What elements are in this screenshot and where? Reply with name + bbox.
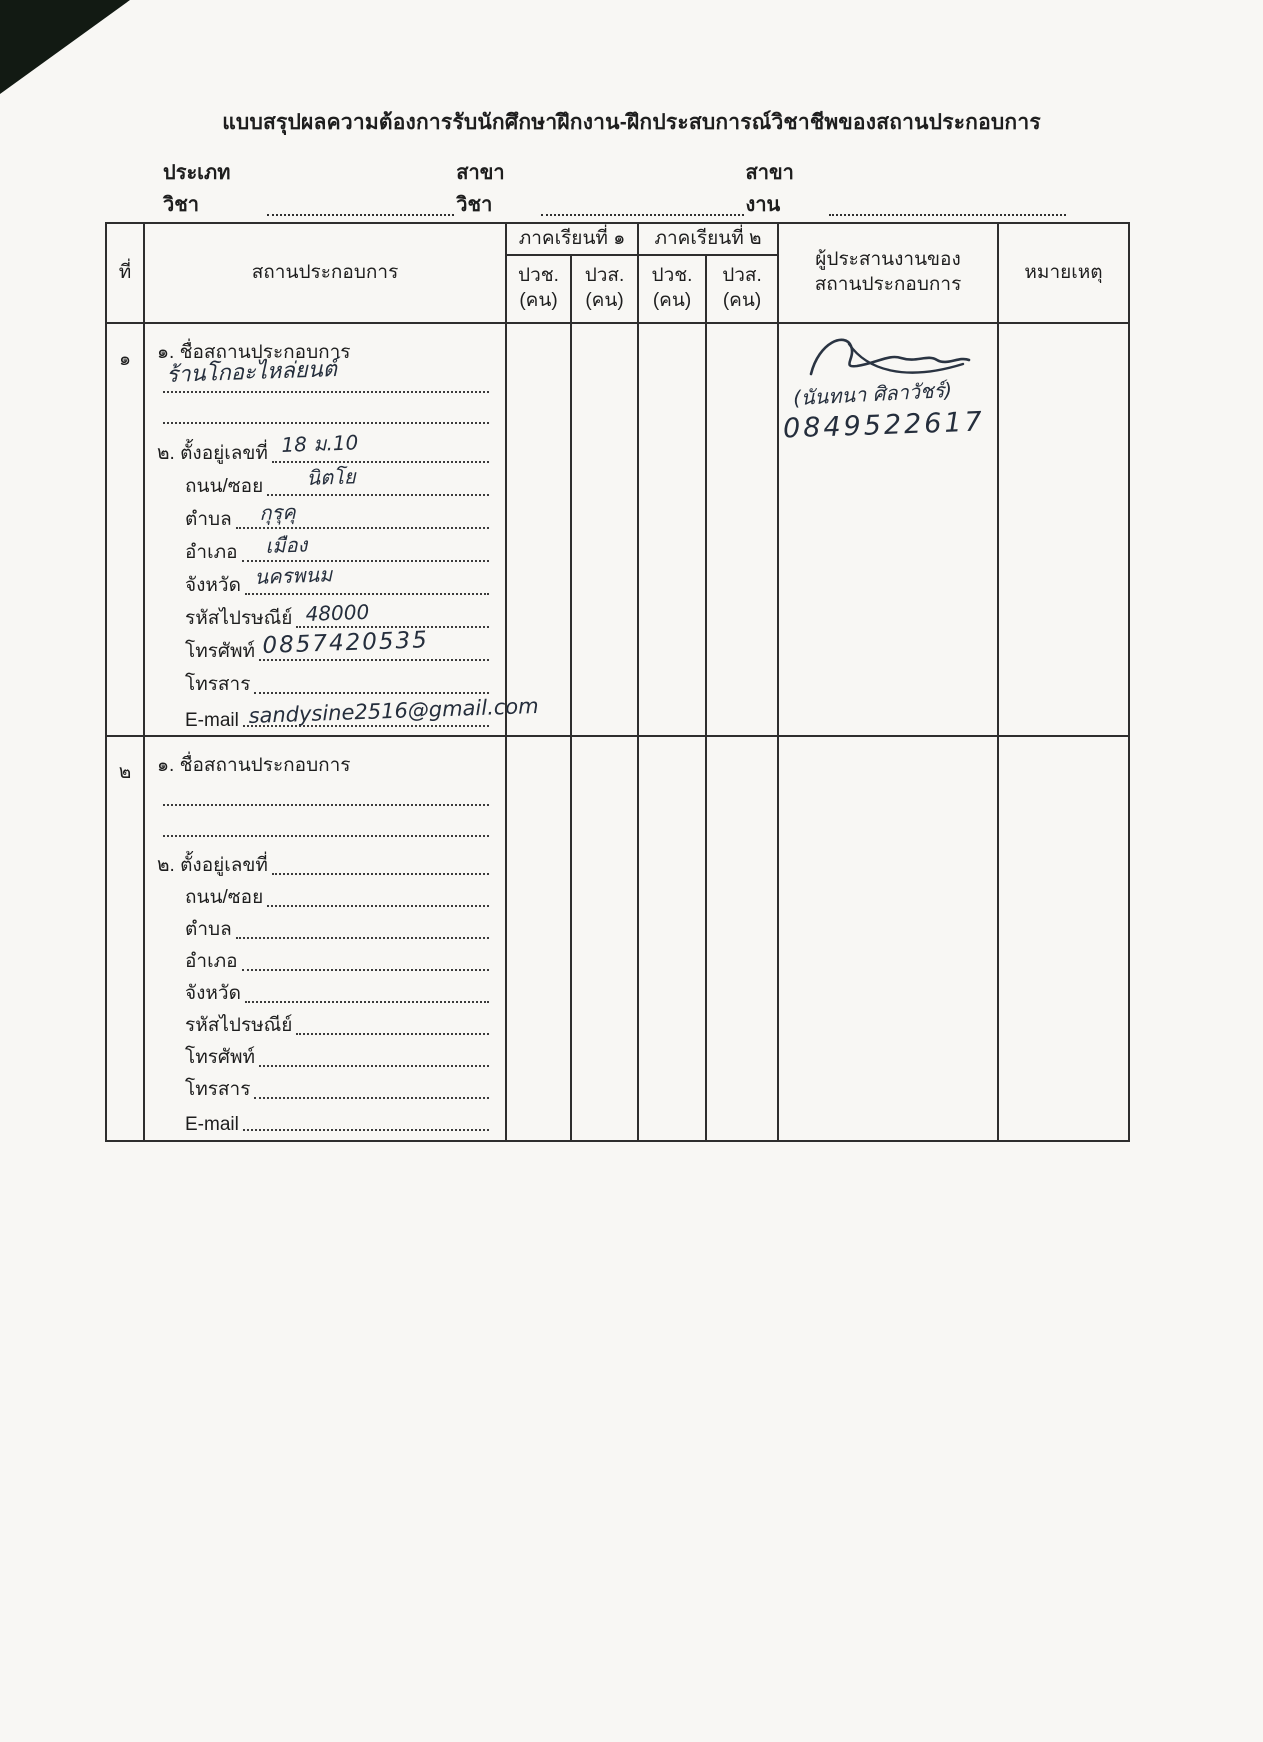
col-header-remarks: หมายเหตุ (998, 223, 1129, 323)
handwritten-district: เมือง (264, 532, 308, 559)
handwritten-road: นิตโย (306, 464, 357, 491)
level-label: ปวส. (584, 265, 625, 287)
unit-label: (คน) (652, 290, 692, 311)
internship-demand-table (105, 222, 1130, 1142)
handwritten-subdistrict: กุรุคุ (258, 499, 296, 526)
remarks-cell (998, 736, 1129, 1141)
handwritten-email: sandysine2516@gmail.com (248, 693, 539, 728)
field-province (157, 562, 491, 602)
establishment-name-blank-line (157, 357, 491, 400)
field-address-number (157, 850, 491, 882)
handwritten-address-number: 18 ม.10 (280, 430, 359, 458)
dotted-line (267, 464, 489, 496)
dotted-line (236, 937, 489, 939)
establishment-name-label: ๑. ชื่อสถานประกอบการ (157, 755, 351, 776)
field-fax (157, 1074, 491, 1106)
dotted-line (163, 422, 489, 424)
establishment-name-blank-line (157, 782, 491, 813)
province-label: จังหวัด (185, 575, 241, 596)
field-email (157, 693, 539, 734)
handwritten-establishment-name: ร้านโกอะไหล่ยนต์ (165, 357, 338, 389)
type-of-subject-blank (267, 214, 454, 216)
dotted-line (259, 627, 489, 661)
row-number: ๒ (106, 736, 144, 1141)
col-header-coordinator (778, 223, 998, 323)
row-number: ๑ (106, 323, 144, 736)
field-subdistrict (157, 914, 491, 946)
coordinator-header-line1: ผู้ประสานงานของ (815, 249, 961, 271)
col-header-semester-1: ภาคเรียนที่ ๑ (506, 223, 638, 255)
field-province (157, 978, 491, 1010)
handwritten-telephone: 0857420535 (262, 627, 430, 659)
field-postcode (157, 1010, 491, 1042)
handwritten-postcode: 48000 (305, 599, 371, 626)
table-row-2 (106, 736, 1129, 1141)
field-road-soi (157, 464, 491, 503)
dotted-line (243, 693, 539, 728)
dotted-line (243, 1129, 489, 1131)
dotted-line (267, 905, 489, 907)
district-label: อำเภอ (185, 542, 238, 563)
dotted-line (259, 1065, 489, 1067)
form-subject-line (163, 156, 1068, 220)
cell-sem2-pvch-count (638, 323, 706, 736)
col-header-semester-2: ภาคเรียนที่ ๒ (638, 223, 778, 255)
postcode-label: รหัสไปรษณีย์ (185, 1015, 293, 1036)
establishment-name-blank-line (157, 813, 491, 844)
email-label: E-mail (185, 710, 239, 731)
dotted-line (163, 357, 489, 393)
establishment-cell (144, 323, 539, 736)
dotted-line (272, 873, 489, 875)
unit-label: (คน) (519, 290, 558, 311)
cell-sem2-pvs-count (706, 736, 778, 1141)
road-soi-label: ถนน/ซอย (185, 476, 264, 497)
col-header-sem1-pvch (506, 255, 571, 323)
col-header-sem2-pvs (706, 255, 778, 323)
field-email (157, 1106, 491, 1138)
unit-label: (คน) (585, 290, 624, 311)
coordinator-cell (778, 323, 998, 736)
work-branch-blank (829, 214, 1066, 216)
type-of-subject-label: ประเภทวิชา (163, 162, 231, 216)
cell-sem1-pvs-count (571, 323, 638, 736)
cell-sem2-pvch-count (638, 736, 706, 1141)
handwritten-province: นครพนม (253, 562, 333, 590)
telephone-label: โทรศัพท์ (185, 641, 256, 662)
telephone-label: โทรศัพท์ (185, 1047, 256, 1068)
dotted-line (245, 1001, 489, 1003)
handwritten-coordinator-phone: 0849522617 (782, 406, 986, 445)
dotted-line (245, 562, 489, 595)
remarks-cell (998, 323, 1129, 736)
field-telephone (157, 627, 491, 668)
field-establishment-name (157, 747, 491, 782)
cell-sem1-pvch-count (506, 736, 571, 1141)
work-branch-label: สาขางาน (745, 162, 794, 216)
subject-branch-label: สาขาวิชา (456, 162, 505, 216)
establishment-name-label: ๑. ชื่อสถานประกอบการ (157, 342, 351, 363)
field-road-soi (157, 882, 491, 914)
col-header-no: ที่ (106, 223, 144, 323)
unit-label: (คน) (722, 290, 762, 311)
field-subdistrict (157, 499, 491, 536)
dotted-line (242, 969, 489, 971)
cell-sem1-pvs-count (571, 736, 638, 1141)
col-header-sem1-pvs (571, 255, 638, 323)
form-title: แบบสรุปผลความต้องการรับนักศึกษาฝึกงาน-ฝึกประสบการณ์วิชาชีพของสถานประกอบการ (222, 111, 1041, 134)
dotted-line (272, 430, 489, 463)
dotted-line (163, 835, 489, 837)
fax-label: โทรสาร (185, 1079, 251, 1100)
dotted-line (254, 1097, 489, 1099)
establishment-cell (144, 736, 506, 1141)
fax-label: โทรสาร (185, 674, 251, 695)
dotted-line (296, 1033, 489, 1035)
subdistrict-label: ตำบล (185, 509, 232, 530)
subdistrict-label: ตำบล (185, 919, 232, 940)
road-soi-label: ถนน/ซอย (185, 887, 264, 908)
level-label: ปวส. (722, 265, 762, 287)
cell-sem2-pvs-count (706, 323, 778, 736)
header-row-1 (106, 223, 1129, 255)
address-number-label: ๒. ตั้งอยู่เลขที่ (157, 855, 268, 876)
level-label: ปวช. (518, 265, 559, 287)
subject-branch-blank (541, 214, 743, 216)
dotted-line (163, 804, 489, 806)
col-header-sem2-pvch (638, 255, 706, 323)
handwritten-coordinator-name: (นันทนา ศิลาวัชร์) (792, 377, 953, 411)
coordinator-header-line2: สถานประกอบการ (814, 274, 962, 295)
field-telephone (157, 1042, 491, 1074)
postcode-label: รหัสไปรษณีย์ (185, 608, 293, 629)
address-number-label: ๒. ตั้งอยู่เลขที่ (157, 443, 268, 464)
table-row-1 (106, 323, 1129, 736)
level-label: ปวช. (651, 265, 693, 287)
field-fax (157, 668, 491, 701)
scan-corner-artifact (0, 0, 130, 94)
email-label: E-mail (185, 1114, 239, 1135)
establishment-name-blank-line (157, 400, 491, 431)
province-label: จังหวัด (185, 983, 241, 1004)
col-header-establishment: สถานประกอบการ (144, 223, 506, 323)
district-label: อำเภอ (185, 951, 238, 972)
cell-sem1-pvch-count (506, 323, 571, 736)
coordinator-cell (778, 736, 998, 1141)
dotted-line (254, 692, 489, 694)
field-district (157, 946, 491, 978)
